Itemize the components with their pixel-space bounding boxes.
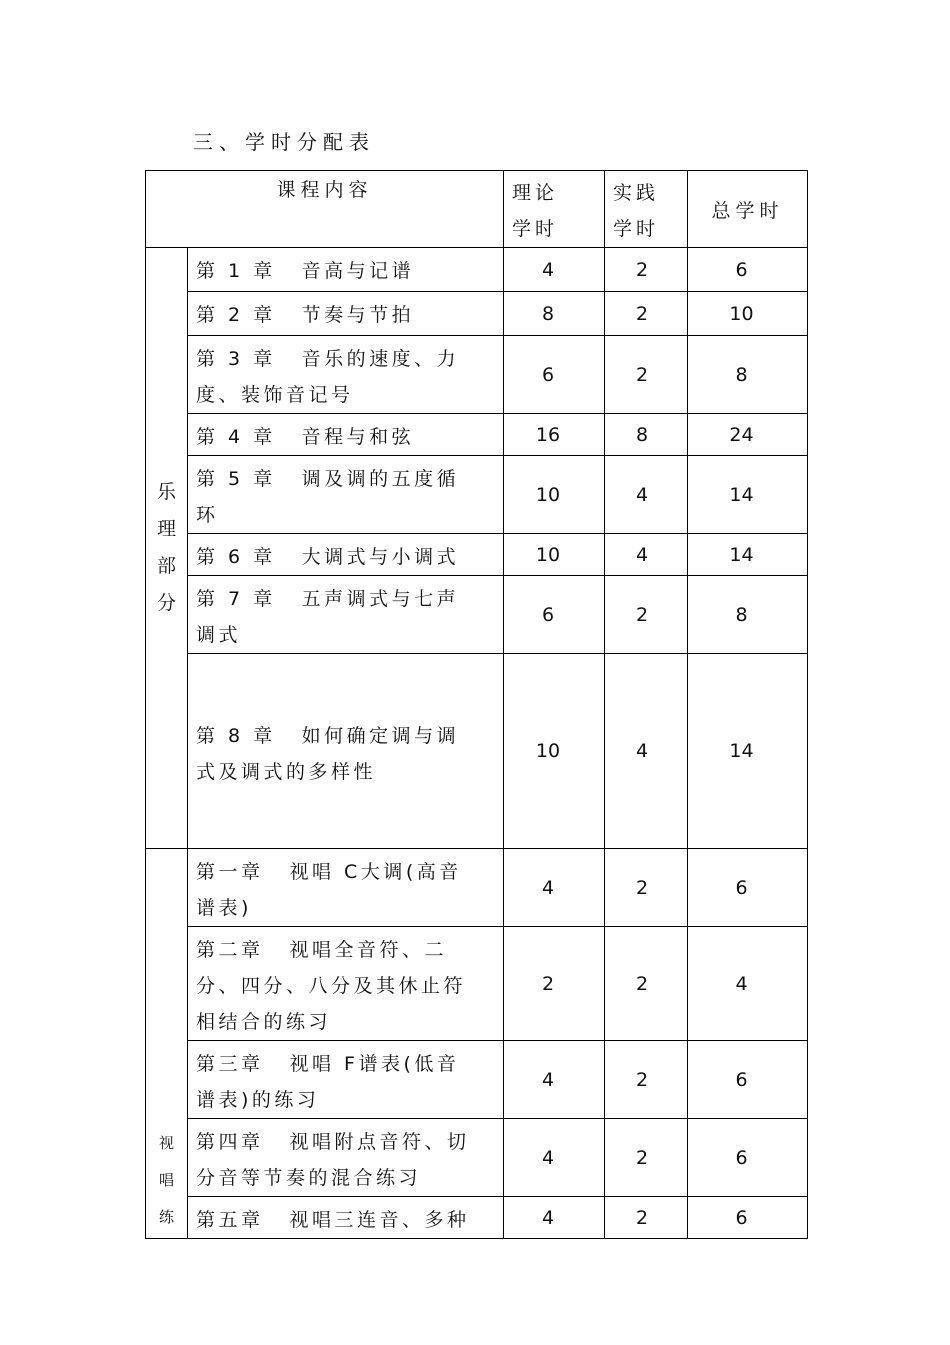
header-practice-line-1: 实践	[613, 182, 660, 204]
chapter-title: 视唱 F谱表(低音	[289, 1053, 460, 1075]
table-row	[146, 248, 808, 292]
theory-hours-value: 10	[535, 543, 561, 566]
theory-hours-value: 4	[541, 258, 555, 281]
chapter-cell	[188, 654, 504, 849]
chapter-line	[196, 932, 497, 968]
practice-hours-cell	[605, 654, 688, 849]
group-label-char: 理	[156, 518, 176, 540]
chapter-title-continued: 分、四分、八分及其休止符	[196, 975, 467, 997]
chapter-number: 第三章	[196, 1053, 264, 1075]
practice-hours-value: 2	[635, 972, 649, 995]
chapter-title-continued: 式及调式的多样性	[196, 760, 377, 783]
theory-hours-cell	[504, 576, 605, 654]
total-hours-value: 14	[729, 543, 754, 566]
chapter-line	[196, 461, 497, 497]
chapter-line	[196, 1046, 497, 1082]
theory-hours-cell	[504, 414, 605, 456]
chapter-cell	[188, 1119, 504, 1197]
group-label-char: 唱	[158, 1171, 174, 1189]
theory-hours-value: 4	[541, 1068, 555, 1091]
practice-hours-value: 2	[635, 1146, 649, 1169]
chapter-cell	[188, 534, 504, 576]
total-hours-value: 4	[735, 972, 748, 995]
total-hours-value: 6	[735, 876, 748, 899]
chapter-title: 音乐的速度、力	[301, 348, 460, 370]
practice-hours-value: 2	[635, 876, 649, 899]
chapter-cell	[188, 927, 504, 1041]
header-total-hours: 总学时	[688, 171, 808, 248]
table-row	[146, 336, 808, 414]
total-hours-value: 14	[729, 740, 754, 762]
practice-hours-cell	[605, 534, 688, 576]
chapter-title: 大调式与小调式	[301, 546, 460, 568]
section-heading: 三、学时分配表	[193, 130, 375, 154]
chapter-cell	[188, 414, 504, 456]
total-hours-cell	[688, 1041, 808, 1119]
theory-hours-value: 4	[541, 876, 555, 899]
theory-hours-value: 10	[535, 483, 561, 506]
chapter-cell	[188, 849, 504, 927]
table-row	[146, 849, 808, 927]
chapter-line	[196, 341, 497, 377]
group-label-music-theory	[146, 248, 188, 849]
table-row	[146, 1119, 808, 1197]
group-label-solfege	[146, 849, 188, 1239]
theory-hours-value: 6	[541, 363, 555, 386]
total-hours-cell	[688, 1119, 808, 1197]
theory-hours-value: 16	[535, 423, 561, 446]
theory-hours-value: 10	[535, 740, 561, 762]
group-label-char: 部	[156, 555, 176, 577]
theory-hours-cell	[504, 927, 605, 1041]
total-hours-value: 8	[735, 363, 748, 386]
practice-hours-value: 4	[635, 483, 649, 506]
chapter-title-continued: 度、装饰音记号	[196, 384, 354, 406]
practice-hours-value: 2	[635, 603, 649, 626]
table-row	[146, 576, 808, 654]
chapter-title: 音高与记谱	[301, 260, 415, 282]
theory-hours-cell	[504, 849, 605, 927]
header-course-content: 课程内容	[146, 171, 504, 248]
total-hours-value: 10	[729, 302, 754, 325]
header-theory-line-1: 理论	[512, 182, 559, 204]
chapter-cell	[188, 1197, 504, 1239]
theory-hours-value: 8	[541, 302, 555, 325]
table-row	[146, 456, 808, 534]
total-hours-cell	[688, 654, 808, 849]
group-label-char: 练	[158, 1208, 174, 1226]
total-hours-cell	[688, 456, 808, 534]
chapter-line	[196, 854, 497, 890]
practice-hours-cell	[605, 292, 688, 336]
practice-hours-cell	[605, 336, 688, 414]
theory-hours-cell	[504, 292, 605, 336]
total-hours-value: 6	[735, 258, 748, 281]
chapter-title: 调及调的五度循	[301, 468, 460, 490]
chapter-line	[196, 1202, 497, 1238]
chapter-cell	[188, 248, 504, 292]
chapter-title-continued: 环	[196, 504, 219, 526]
practice-hours-cell	[605, 1041, 688, 1119]
total-hours-cell	[688, 248, 808, 292]
group-label-char: 分	[156, 592, 176, 614]
total-hours-value: 6	[735, 1206, 748, 1229]
chapter-number: 第 2 章	[196, 304, 276, 326]
chapter-line	[196, 253, 497, 289]
theory-hours-value: 6	[541, 603, 555, 626]
practice-hours-value: 4	[635, 740, 649, 762]
header-practice-line-2: 学时	[613, 218, 660, 240]
practice-hours-value: 2	[635, 302, 649, 325]
total-hours-cell	[688, 292, 808, 336]
table-row	[146, 927, 808, 1041]
practice-hours-cell	[605, 927, 688, 1041]
theory-hours-cell	[504, 248, 605, 292]
credit-hours-table	[145, 170, 808, 1239]
practice-hours-cell	[605, 1197, 688, 1239]
chapter-cell	[188, 1041, 504, 1119]
chapter-title: 节奏与节拍	[301, 304, 415, 326]
chapter-title: 视唱全音符、二	[289, 939, 448, 961]
theory-hours-cell	[504, 1197, 605, 1239]
practice-hours-value: 2	[635, 1206, 649, 1229]
chapter-title-continued: 谱表)	[196, 897, 252, 919]
practice-hours-cell	[605, 456, 688, 534]
theory-hours-cell	[504, 654, 605, 849]
table-row	[146, 1197, 808, 1239]
chapter-title: 视唱附点音符、切	[289, 1131, 470, 1153]
total-hours-value: 24	[729, 423, 754, 446]
chapter-title: 音程与和弦	[301, 426, 415, 448]
chapter-line	[196, 539, 497, 575]
chapter-title-continued: 相结合的练习	[196, 1011, 332, 1033]
header-theory-hours	[504, 171, 605, 248]
practice-hours-cell	[605, 248, 688, 292]
chapter-number: 第 4 章	[196, 426, 276, 448]
practice-hours-cell	[605, 849, 688, 927]
group-label-char: 视	[158, 1134, 174, 1152]
practice-hours-value: 2	[635, 258, 649, 281]
chapter-number: 第四章	[196, 1131, 264, 1153]
practice-hours-value: 4	[635, 543, 649, 566]
chapter-number: 第 1 章	[196, 260, 276, 282]
chapter-cell	[188, 456, 504, 534]
chapter-number: 第 6 章	[196, 546, 276, 568]
theory-hours-cell	[504, 336, 605, 414]
chapter-number: 第五章	[196, 1209, 264, 1231]
total-hours-value: 6	[735, 1146, 748, 1169]
chapter-line	[196, 297, 497, 333]
chapter-cell	[188, 336, 504, 414]
header-row	[146, 171, 808, 248]
chapter-title-continued: 调式	[196, 624, 242, 646]
chapter-line	[196, 1124, 497, 1160]
total-hours-cell	[688, 414, 808, 456]
chapter-title: 视唱 C大调(高音	[289, 861, 462, 883]
chapter-number: 第 7 章	[196, 588, 276, 610]
group-label-char: 乐	[156, 481, 176, 503]
chapter-line	[196, 718, 497, 754]
chapter-number: 第 5 章	[196, 468, 276, 490]
theory-hours-cell	[504, 534, 605, 576]
chapter-number: 第一章	[196, 861, 264, 883]
table-row	[146, 292, 808, 336]
practice-hours-cell	[605, 1119, 688, 1197]
theory-hours-value: 2	[541, 972, 555, 995]
total-hours-value: 6	[735, 1068, 748, 1091]
chapter-title-continued: 谱表)的练习	[196, 1089, 320, 1111]
chapter-title: 如何确定调与调	[301, 724, 460, 747]
total-hours-value: 8	[735, 603, 748, 626]
chapter-title: 五声调式与七声	[301, 588, 460, 610]
total-hours-cell	[688, 849, 808, 927]
table-row	[146, 414, 808, 456]
practice-hours-value: 8	[635, 423, 649, 446]
table-body	[146, 248, 808, 1239]
theory-hours-cell	[504, 1041, 605, 1119]
header-practice-hours	[605, 171, 688, 248]
total-hours-cell	[688, 336, 808, 414]
chapter-number: 第 3 章	[196, 348, 276, 370]
theory-hours-value: 4	[541, 1146, 555, 1169]
chapter-number: 第二章	[196, 939, 264, 961]
chapter-title-continued: 分音等节奏的混合练习	[196, 1167, 422, 1189]
table-row	[146, 1041, 808, 1119]
practice-hours-value: 2	[635, 363, 649, 386]
table-row	[146, 534, 808, 576]
header-theory-line-2: 学时	[512, 218, 559, 240]
theory-hours-value: 4	[541, 1206, 555, 1229]
chapter-cell	[188, 576, 504, 654]
theory-hours-cell	[504, 456, 605, 534]
practice-hours-cell	[605, 576, 688, 654]
total-hours-cell	[688, 927, 808, 1041]
chapter-line	[196, 419, 497, 455]
chapter-title: 视唱三连音、多种	[289, 1209, 470, 1231]
chapter-number: 第 8 章	[196, 724, 276, 747]
practice-hours-value: 2	[635, 1068, 649, 1091]
chapter-cell	[188, 292, 504, 336]
practice-hours-cell	[605, 414, 688, 456]
table-row	[146, 654, 808, 849]
chapter-line	[196, 581, 497, 617]
theory-hours-cell	[504, 1119, 605, 1197]
total-hours-cell	[688, 534, 808, 576]
total-hours-cell	[688, 1197, 808, 1239]
total-hours-cell	[688, 576, 808, 654]
total-hours-value: 14	[729, 483, 754, 506]
